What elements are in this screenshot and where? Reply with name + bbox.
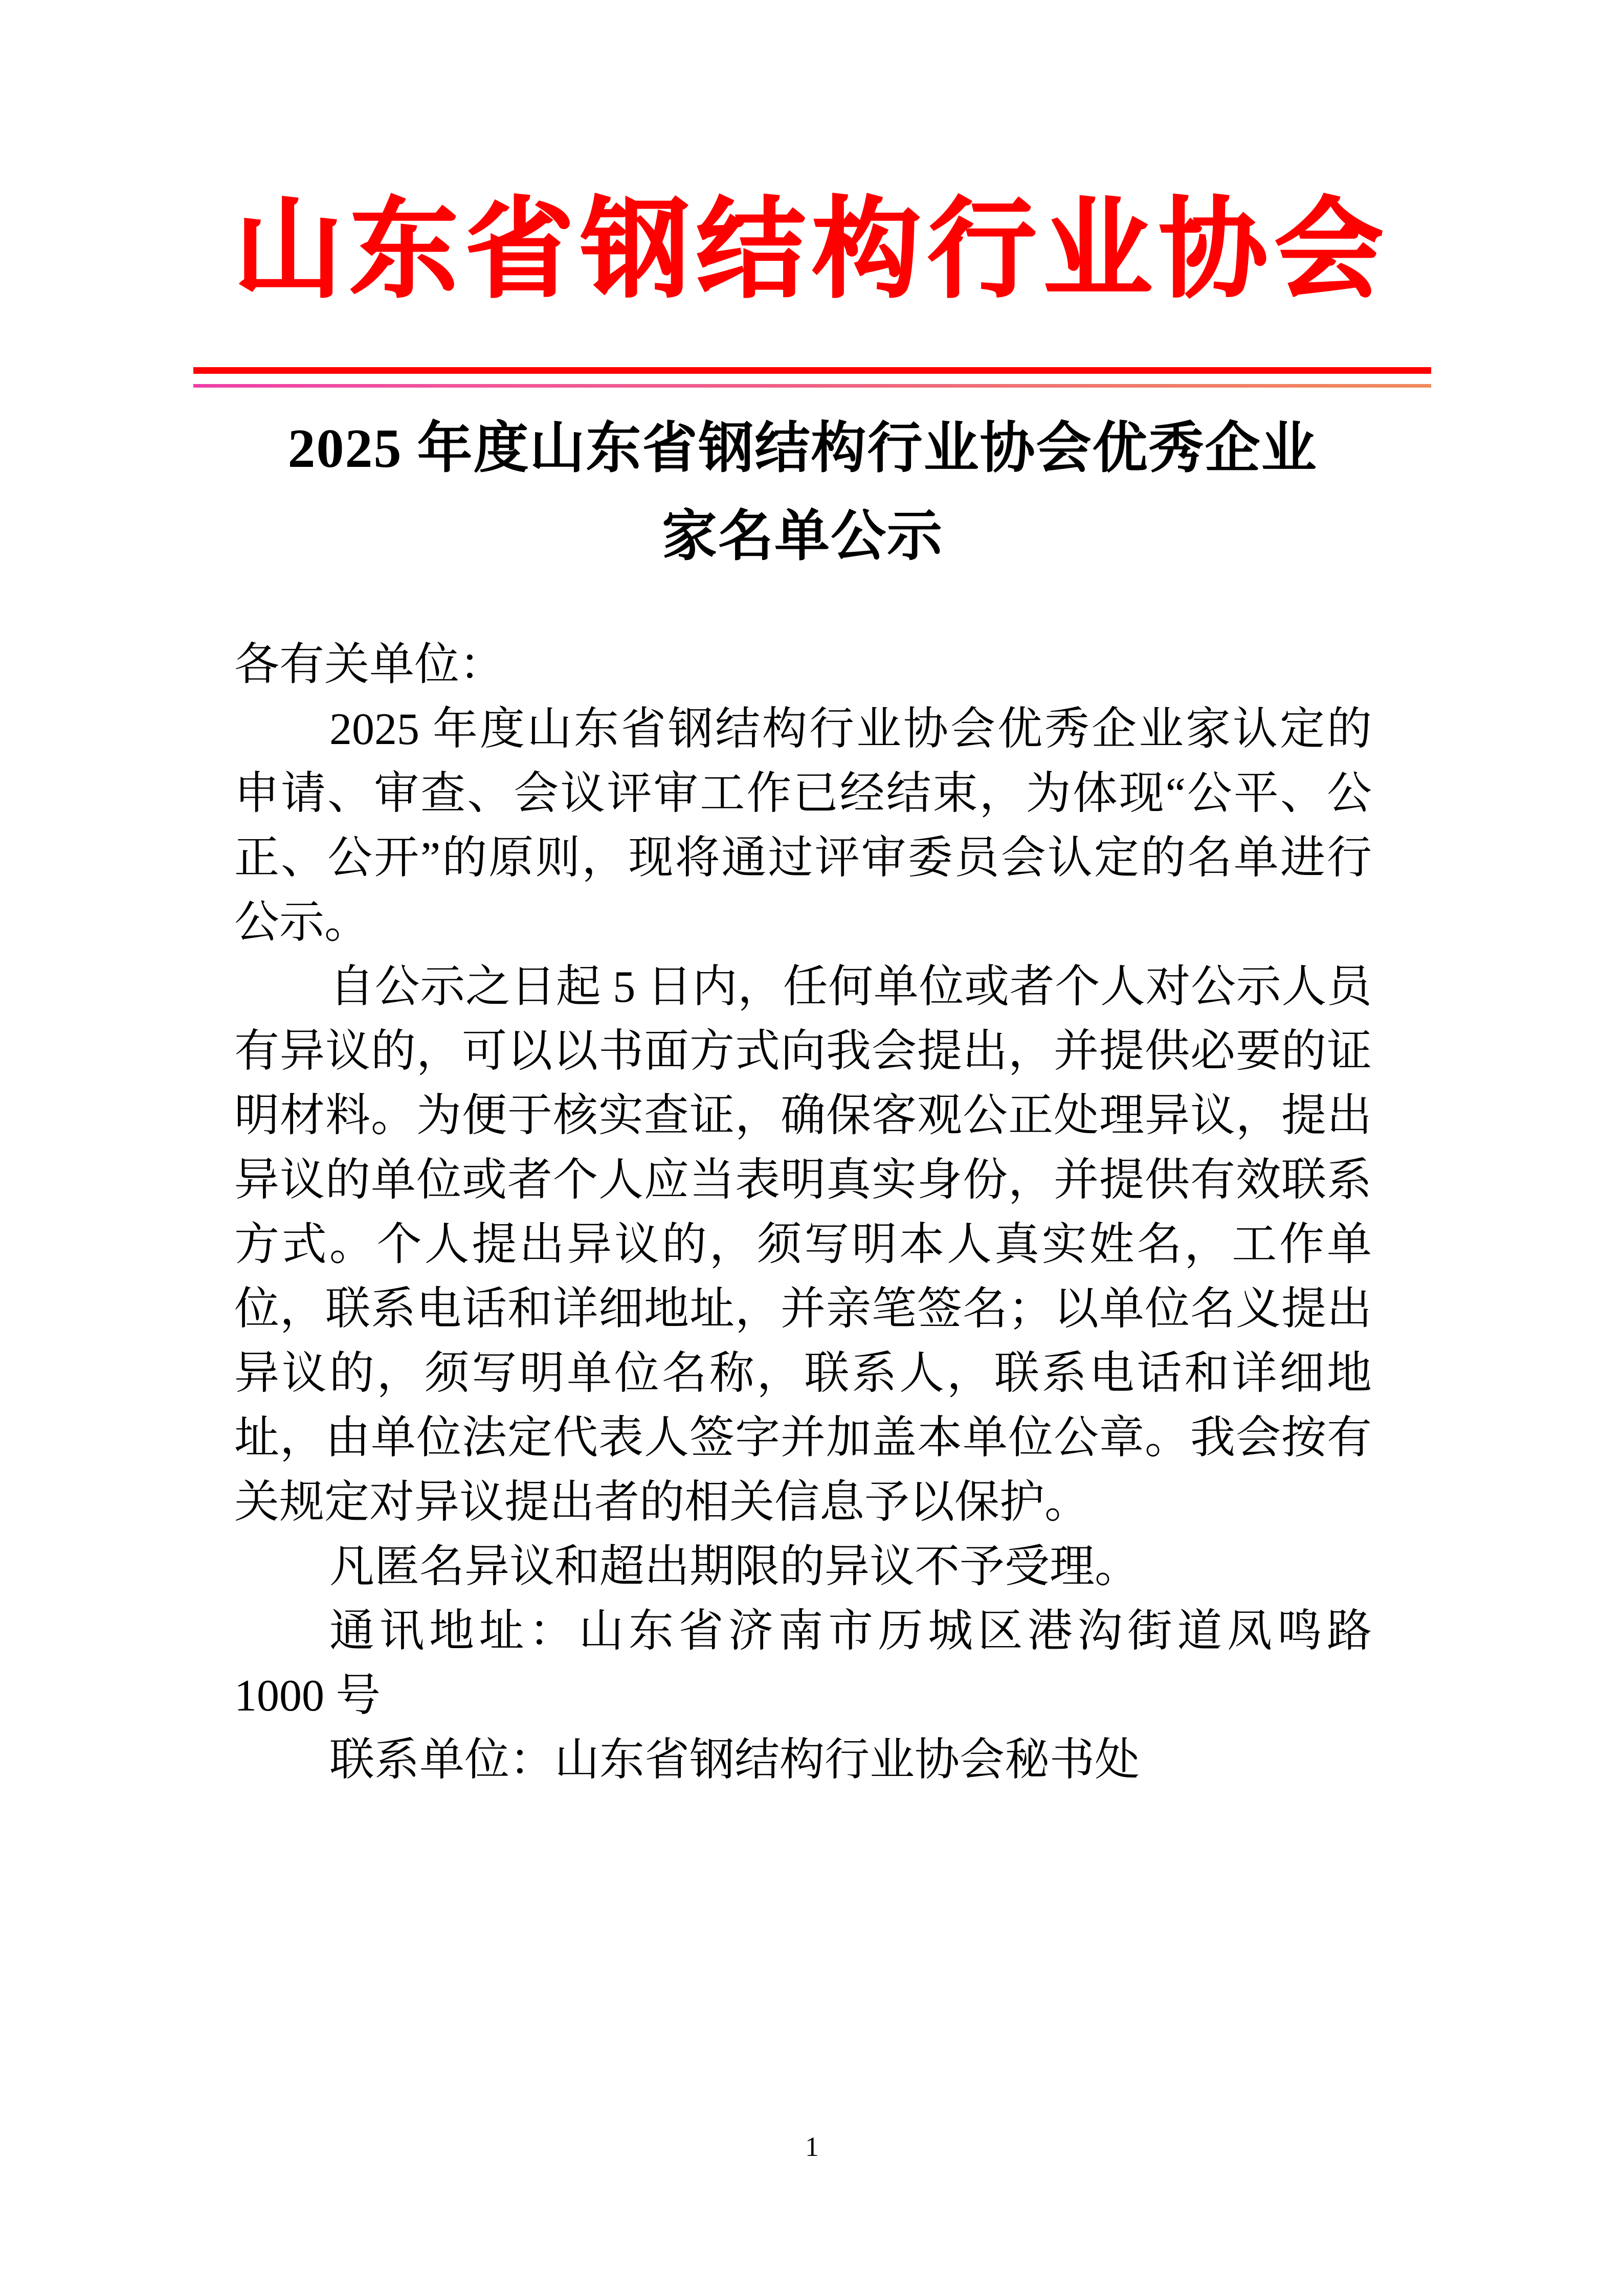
body-paragraph-3: 凡匿名异议和超出期限的异议不予受理。 — [329, 1542, 1140, 1592]
letterhead-rule-thin — [193, 384, 1431, 388]
page-title-line-2: 家名单公示 — [661, 506, 943, 567]
page-title — [234, 405, 1371, 581]
association-name: 山东省钢结构行业协会 — [234, 190, 1390, 310]
document-body — [234, 633, 1372, 1793]
letterhead — [193, 190, 1431, 311]
salutation: 各有关单位： — [234, 640, 505, 690]
page-title-line-1: 2025 年度山东省钢结构行业协会优秀企业 — [287, 418, 1318, 479]
body-paragraph-2: 自公示之日起 5 日内，任何单位或者个人对公示人员有异议的，可以以书面方式向我会提出，并提供必要的证明材料。为便于核实查证，确保客观公正处理异议，提出异议的单位或者个人应当表明真实身份，并提供有效联系方式。个人提出异议的，须写明本人真实姓名，工作单位，联系电话和详细地址，并亲笔签名；以单位名义提出异议的，须写明单位名称，联系人，联系电话和详细地址，由单位法定代表人签字并加盖本单位公章。我会按有关规定对异议提出者的相关信息予以保护。 — [234, 962, 1372, 1527]
contact-address: 通讯地址：山东省济南市历城区港沟街道凤鸣路 1000 号 — [234, 1607, 1372, 1721]
letterhead-rule-thick — [193, 367, 1431, 374]
page-number: 1 — [805, 2131, 819, 2162]
body-paragraph-1: 2025 年度山东省钢结构行业协会优秀企业家认定的申请、审查、会议评审工作已经结束，为体现“公平、公正、公开”的原则，现将通过评审委员会认定的名单进行公示。 — [234, 705, 1372, 948]
contact-organization: 联系单位：山东省钢结构行业协会秘书处 — [329, 1736, 1140, 1785]
